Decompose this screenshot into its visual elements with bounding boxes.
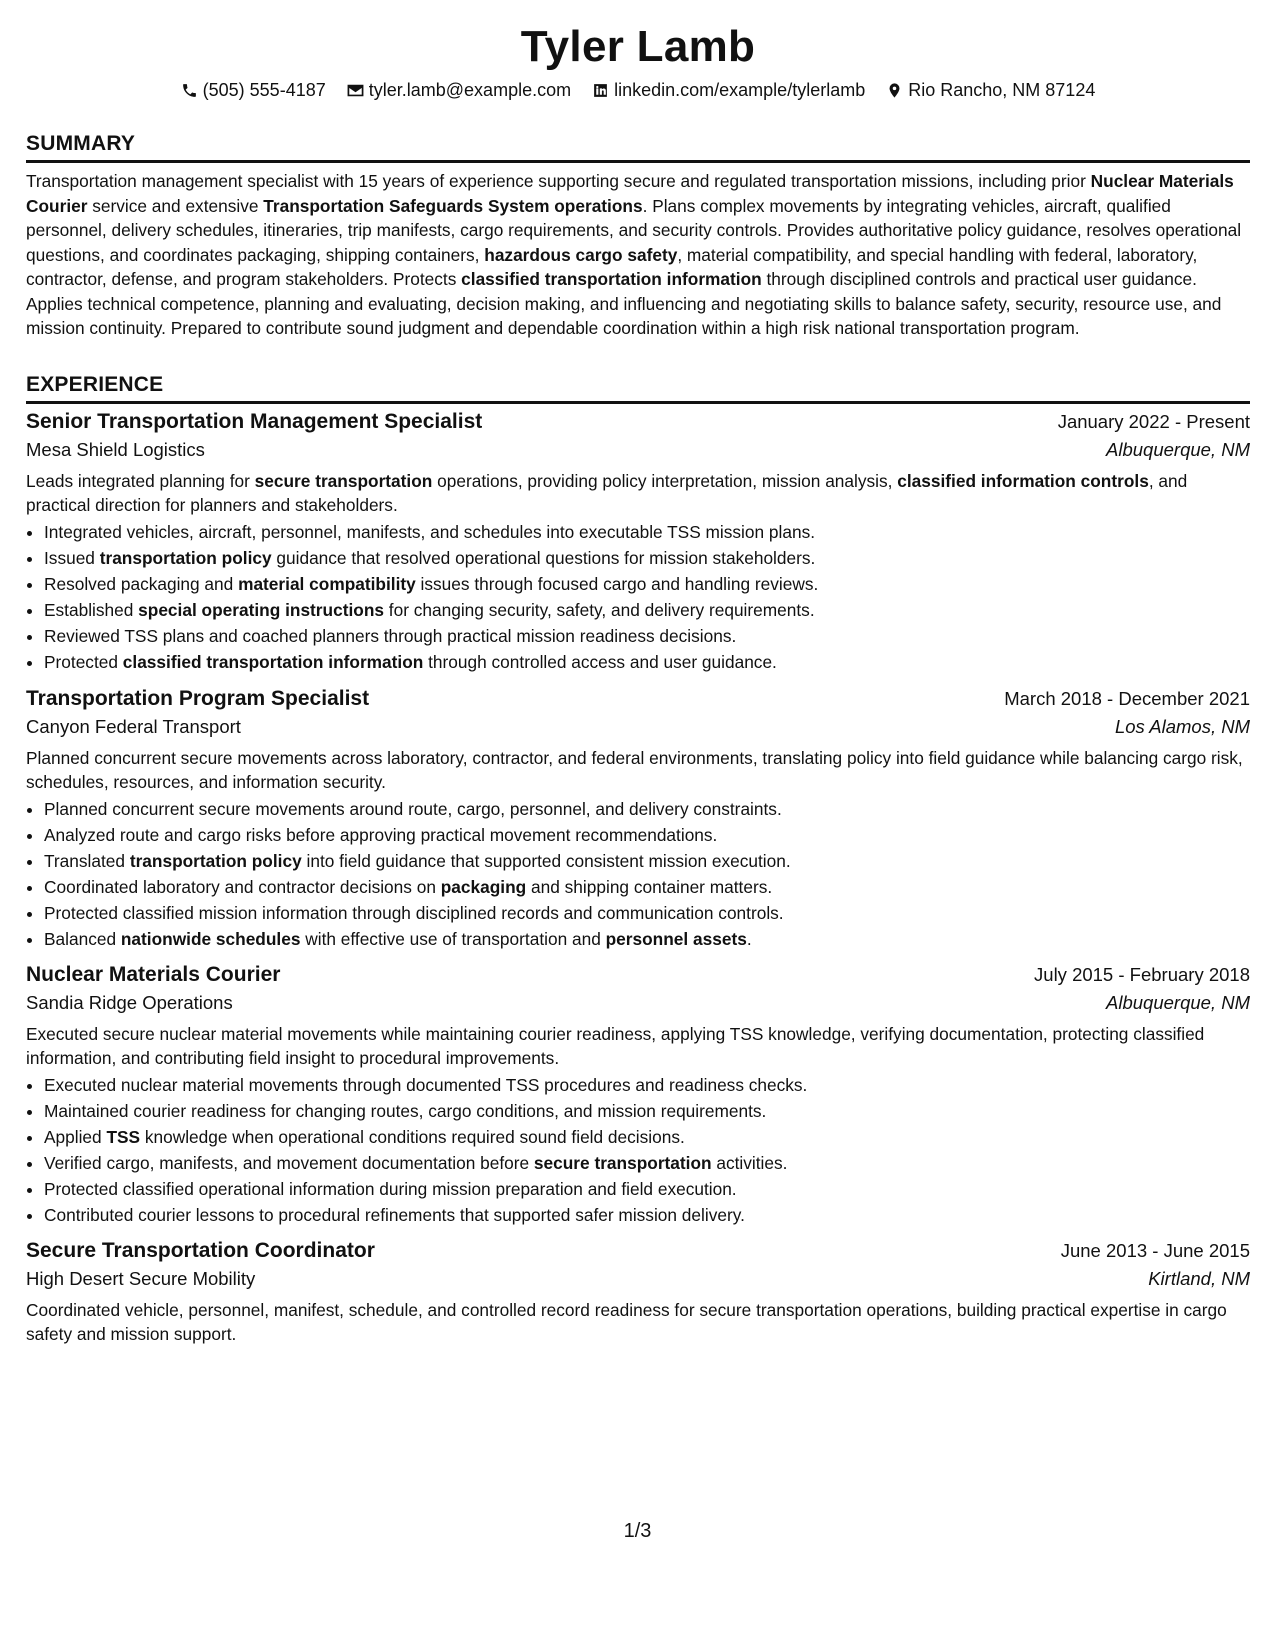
- map-pin-icon: [886, 82, 903, 99]
- bold-text: classified information controls: [897, 471, 1149, 491]
- text-run: Executed nuclear material movements through documented TSS procedures and readiness checks.: [44, 1075, 808, 1095]
- summary-text: [26, 169, 1250, 341]
- location-text: Rio Rancho, NM 87124: [908, 80, 1096, 100]
- job-title: Transportation Program Specialist: [26, 687, 370, 710]
- text-run: service and extensive: [87, 195, 264, 216]
- bullet-item: [44, 1124, 1250, 1150]
- job-entry: [26, 410, 1250, 675]
- job-dates: June 2013 - June 2015: [1060, 1240, 1250, 1261]
- bullet-item: [44, 822, 1250, 848]
- text-run: Coordinated laboratory and contractor decisions on: [44, 877, 441, 897]
- bullet-item: [44, 623, 1250, 649]
- bullet-item: [44, 926, 1250, 952]
- bullet-item: [44, 848, 1250, 874]
- text-run: operations, providing policy interpretation, mission analysis,: [432, 471, 898, 491]
- text-run: Translated: [44, 851, 130, 871]
- text-run: . Plans complex movements by integrating vehicles, aircraft, qualified personnel, delivery schedules, itineraries, trip manifests, cargo requirements, and security controls. Provides authoritative policy guidance, resolves operational questions, and coordinates packaging, shipping containers,: [26, 195, 1242, 265]
- text-run: through disciplined controls and practical user guidance. Applies technical competence, planning and evaluating, decision making, and influencing and negotiating skills to balance safety, security, resource use, and mission continuity. Prepared to contribute sound judgment and dependable coordination within a high risk national transportation program.: [26, 269, 1222, 338]
- bold-text: secure transportation: [254, 471, 433, 491]
- text-run: Planned concurrent secure movements around route, cargo, personnel, and delivery constraints.: [44, 799, 782, 819]
- job-description: [26, 746, 1250, 794]
- envelope-icon: [347, 82, 364, 99]
- job-bullets: [26, 796, 1250, 952]
- job-location: Albuquerque, NM: [1106, 439, 1250, 460]
- linkedin-icon: [592, 82, 609, 99]
- text-run: Protected classified mission information through disciplined records and communication controls.: [44, 903, 784, 923]
- bullet-item: [44, 649, 1250, 675]
- text-run: Protected: [44, 652, 123, 672]
- job-location: Los Alamos, NM: [1114, 716, 1250, 737]
- bullet-item: [44, 1098, 1250, 1124]
- text-run: with effective use of transportation and: [300, 929, 606, 949]
- bold-text: hazardous cargo safety: [484, 244, 678, 265]
- bold-text: packaging: [440, 877, 527, 897]
- bullet-item: [44, 545, 1250, 571]
- text-run: through controlled access and user guidance.: [423, 652, 777, 672]
- bold-text: secure transportation: [533, 1153, 712, 1173]
- bold-text: transportation policy: [129, 851, 302, 871]
- bold-text: personnel assets: [605, 929, 747, 949]
- text-run: Coordinated vehicle, personnel, manifest, schedule, and controlled record readiness for secure transportation operations, building practical expertise in cargo safety and mission support.: [26, 1300, 1227, 1344]
- text-run: Contributed courier lessons to procedural refinements that supported safer mission delivery.: [44, 1205, 745, 1225]
- text-run: into field guidance that supported consistent mission execution.: [301, 851, 791, 871]
- job-dates: March 2018 - December 2021: [1004, 688, 1250, 709]
- text-run: Protected classified operational information during mission preparation and field execution.: [44, 1179, 737, 1199]
- job-title: Secure Transportation Coordinator: [26, 1239, 375, 1262]
- text-run: Verified cargo, manifests, and movement documentation before: [44, 1153, 534, 1173]
- job-location: Albuquerque, NM: [1106, 992, 1250, 1013]
- text-run: Resolved packaging and: [44, 574, 239, 594]
- job-location: Kirtland, NM: [1148, 1268, 1250, 1289]
- text-run: knowledge when operational conditions required sound field decisions.: [140, 1127, 685, 1147]
- job-description: [26, 1298, 1250, 1346]
- company-name: Canyon Federal Transport: [26, 716, 241, 737]
- bold-text: Transportation Safeguards System operations: [263, 195, 643, 216]
- bold-text: TSS: [106, 1127, 141, 1147]
- phone-number: (505) 555-4187: [202, 80, 326, 100]
- bullet-item: [44, 874, 1250, 900]
- phone-icon: [181, 82, 198, 99]
- experience-heading: EXPERIENCE: [26, 373, 1250, 404]
- job-bullets: [26, 1072, 1250, 1228]
- job-bullets: [26, 519, 1250, 675]
- job-dates: July 2015 - February 2018: [1034, 964, 1250, 985]
- text-run: Integrated vehicles, aircraft, personnel, manifests, and schedules into executable TSS mission plans.: [44, 522, 816, 542]
- job-description: [26, 1022, 1250, 1070]
- text-run: Leads integrated planning for: [26, 471, 255, 491]
- bold-text: classified transportation information: [461, 269, 762, 289]
- contact-email[interactable]: [347, 80, 571, 101]
- bold-text: material compatibility: [238, 574, 416, 594]
- text-run: activities.: [711, 1153, 788, 1173]
- bold-text: nationwide schedules: [120, 929, 301, 949]
- text-run: Balanced: [44, 929, 121, 949]
- text-run: and shipping container matters.: [526, 877, 773, 897]
- text-run: issues through focused cargo and handling reviews.: [415, 574, 819, 594]
- page-number: 1/3: [623, 1520, 652, 1542]
- job-description: [26, 469, 1250, 517]
- text-run: Transportation management specialist with 15 years of experience supporting secure and regulated transportation missions, including prior: [26, 171, 1091, 191]
- job-entry: [26, 1239, 1250, 1346]
- text-run: Issued: [44, 548, 100, 568]
- text-run: for changing security, safety, and delivery requirements.: [383, 600, 815, 620]
- bullet-item: [44, 571, 1250, 597]
- text-run: Planned concurrent secure movements across laboratory, contractor, and federal environments, translating policy into field guidance while balancing cargo risk, schedules, resources, and information security.: [26, 748, 1243, 792]
- text-run: Applied: [44, 1127, 107, 1147]
- contact-location: [886, 80, 1095, 101]
- experience-section: [26, 373, 1250, 404]
- email-address[interactable]: tyler.lamb@example.com: [368, 80, 572, 100]
- job-title: Senior Transportation Management Specialist: [26, 410, 483, 433]
- bullet-item: [44, 597, 1250, 623]
- bullet-item: [44, 1176, 1250, 1202]
- text-run: Reviewed TSS plans and coached planners through practical mission readiness decisions.: [44, 626, 737, 646]
- summary-section: [26, 132, 1250, 341]
- bold-text: classified transportation information: [122, 652, 424, 672]
- job-title: Nuclear Materials Courier: [26, 963, 281, 986]
- text-run: , and practical direction for planners and stakeholders.: [26, 471, 1188, 515]
- bold-text: Nuclear Materials Courier: [26, 171, 1234, 216]
- job-entry: [26, 963, 1250, 1228]
- text-run: Analyzed route and cargo risks before approving practical movement recommendations.: [44, 825, 718, 845]
- text-run: Executed secure nuclear material movements while maintaining courier readiness, applying TSS knowledge, verifying documentation, protecting classified information, and contributing field insight to procedural improvements.: [26, 1024, 1205, 1068]
- text-run: Established: [44, 600, 139, 620]
- job-dates: January 2022 - Present: [1057, 411, 1250, 432]
- text-run: Maintained courier readiness for changing routes, cargo conditions, and mission requirements.: [44, 1101, 767, 1121]
- candidate-name: Tyler Lamb: [520, 22, 756, 71]
- summary-heading: SUMMARY: [26, 132, 1250, 163]
- linkedin-url[interactable]: linkedin.com/example/tylerlamb: [614, 80, 866, 100]
- bullet-item: [44, 900, 1250, 926]
- bold-text: transportation policy: [99, 548, 272, 568]
- job-entry: [26, 687, 1250, 952]
- text-run: .: [746, 929, 752, 949]
- contact-linkedin[interactable]: [592, 80, 865, 101]
- bold-text: special operating instructions: [138, 600, 384, 620]
- bullet-item: [44, 1202, 1250, 1228]
- bullet-item: [44, 796, 1250, 822]
- bullet-item: [44, 1072, 1250, 1098]
- text-run: , material compatibility, and special handling with federal, laboratory, contractor, defense, and program stakeholders. Protects: [26, 244, 1198, 289]
- bullet-item: [44, 519, 1250, 545]
- contact-phone: [181, 80, 326, 101]
- company-name: Sandia Ridge Operations: [26, 992, 233, 1013]
- company-name: High Desert Secure Mobility: [26, 1268, 256, 1289]
- company-name: Mesa Shield Logistics: [26, 439, 205, 460]
- contact-bar: [26, 80, 1250, 104]
- bullet-item: [44, 1150, 1250, 1176]
- text-run: guidance that resolved operational questions for mission stakeholders.: [271, 548, 816, 568]
